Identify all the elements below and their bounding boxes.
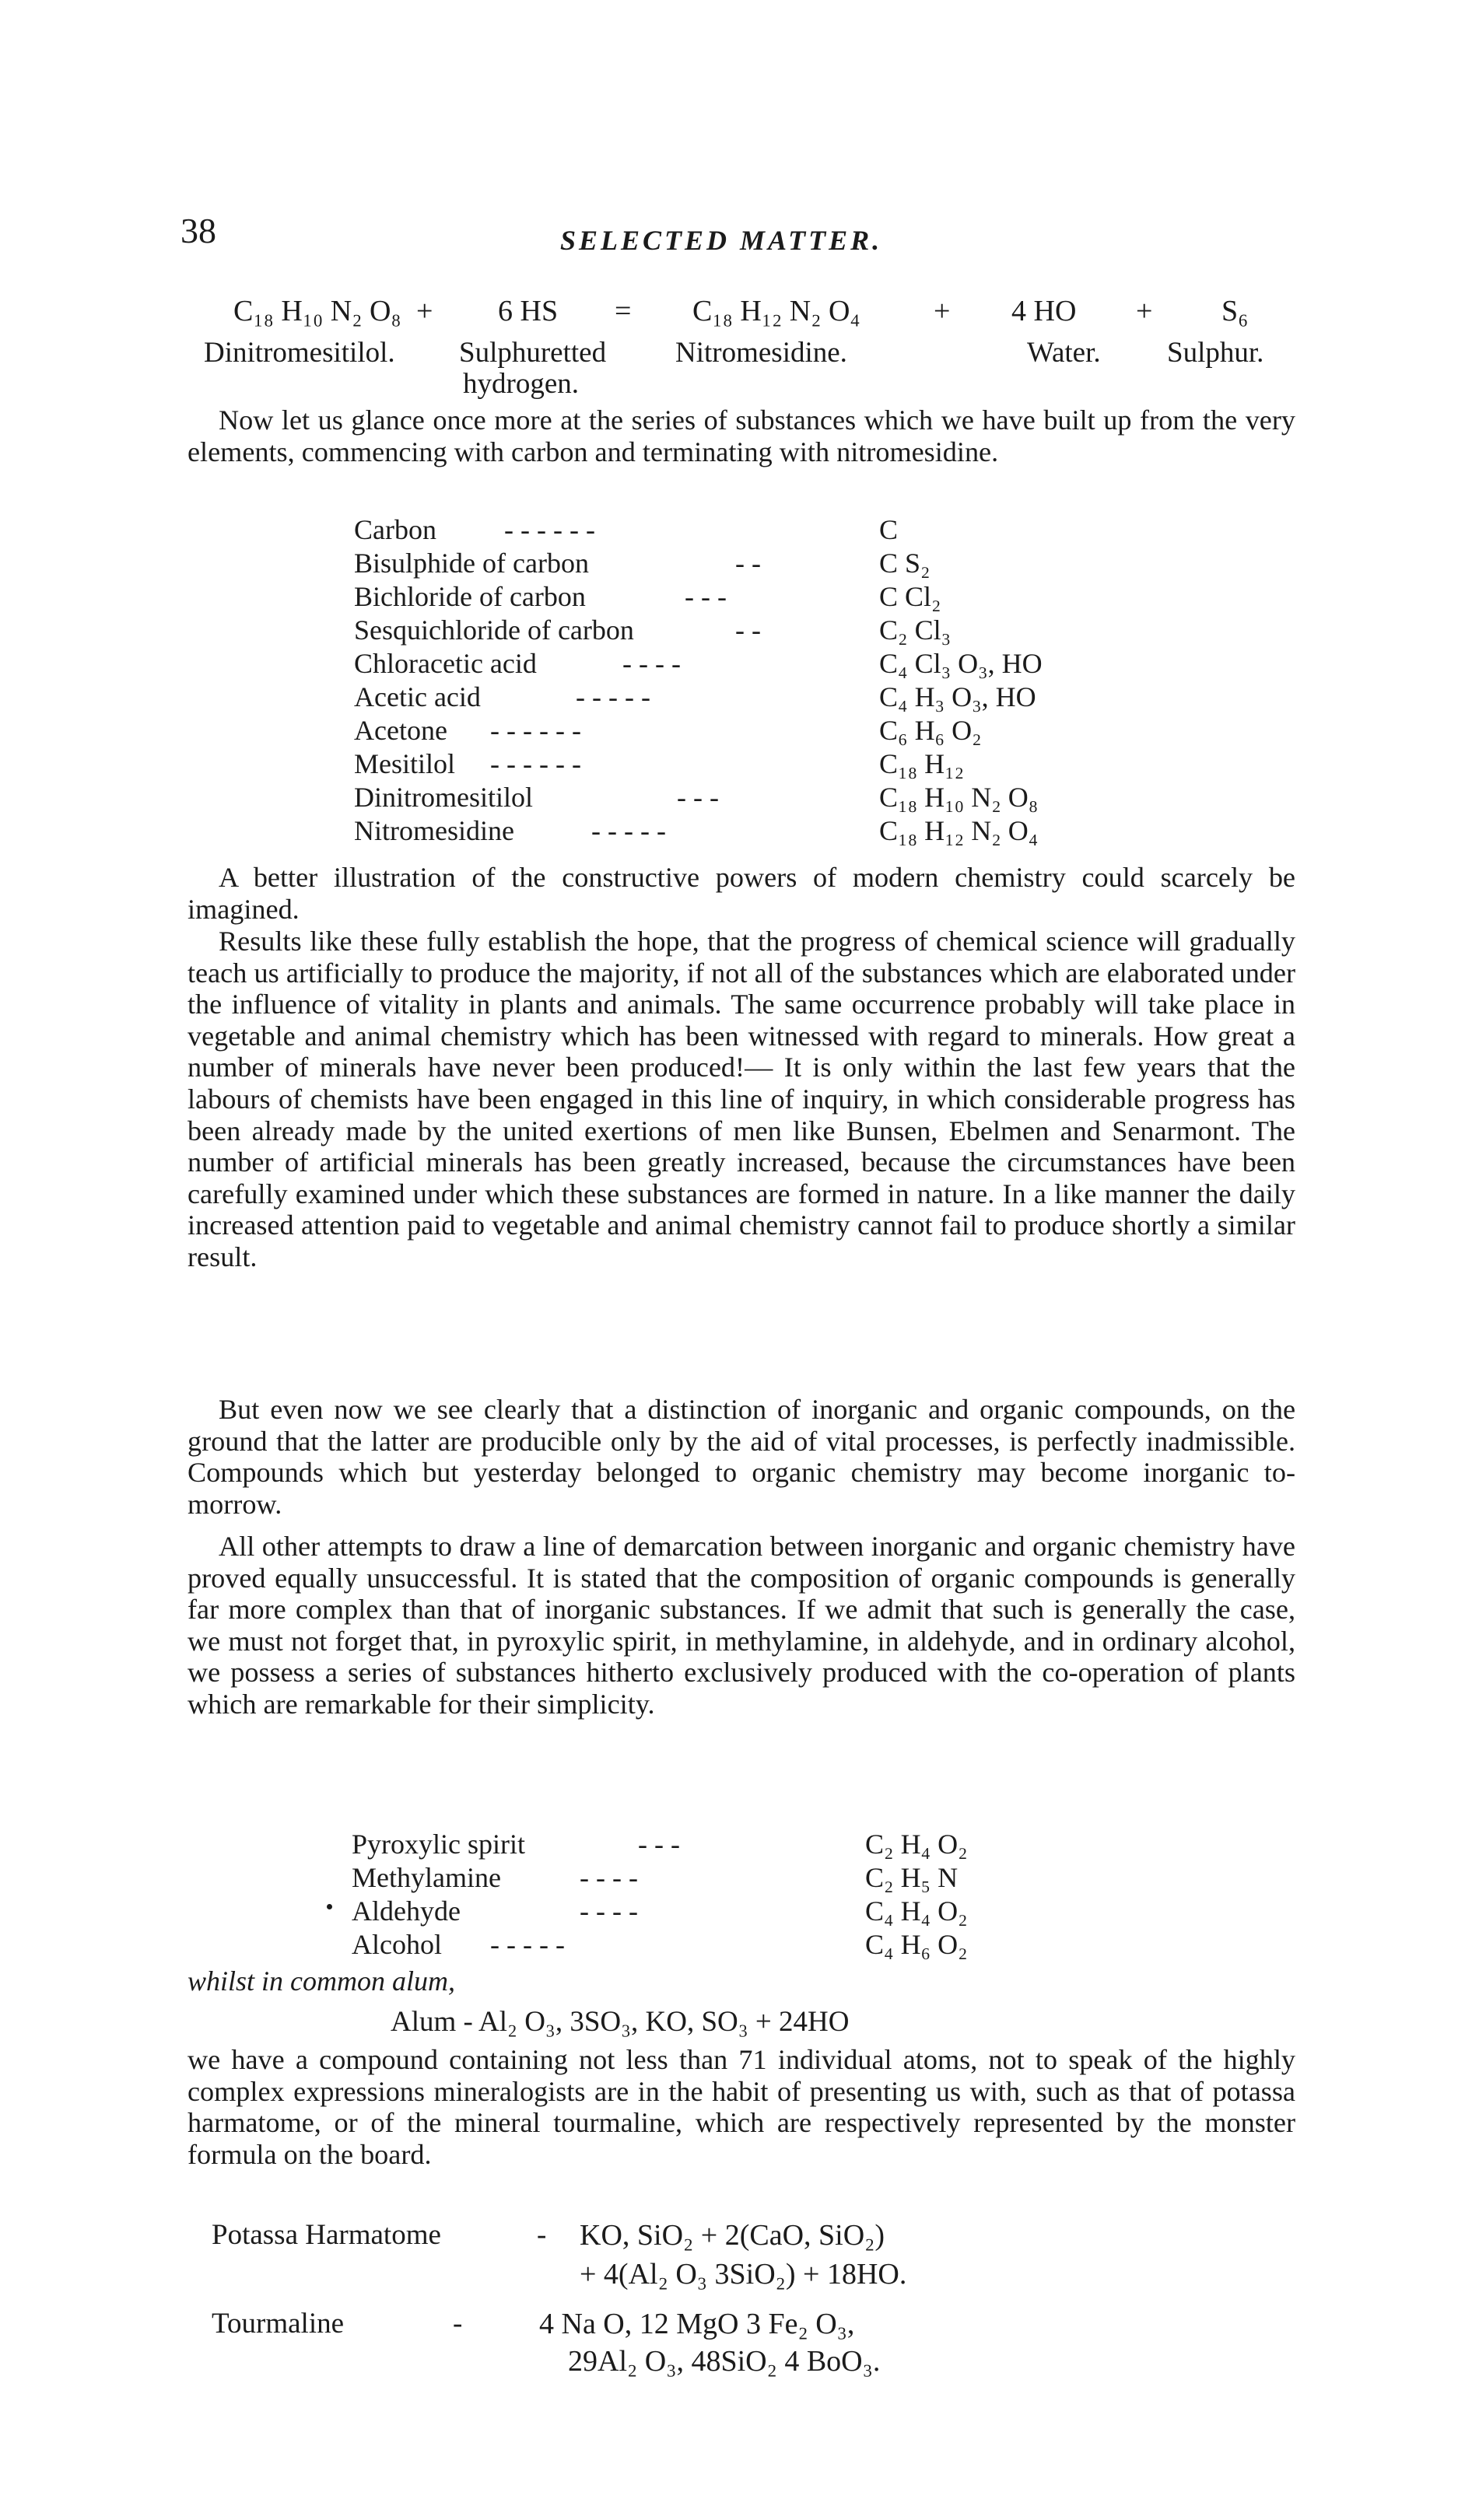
mineral-formula: 29Al₂ O₃, 48SiO₂ 4 BoO₃. xyxy=(568,2345,881,2378)
equation-term: C₁₈ H₁₀ N₂ O₈ xyxy=(233,295,401,327)
mineral-name: Tourmaline xyxy=(212,2308,345,2340)
paragraph xyxy=(188,2044,1295,2207)
leader-dashes: - - - - - xyxy=(490,1929,565,1960)
equation-label: Water. xyxy=(1027,337,1101,369)
compound-name: Sesquichloride of carbon xyxy=(354,614,634,646)
leader-dashes: - - - - - xyxy=(576,681,650,712)
leader-dashes: - - xyxy=(735,614,761,646)
compound-name: Bichloride of carbon xyxy=(354,581,586,612)
compound-formula: C₂ Cl₃ xyxy=(879,614,952,646)
paragraph-text: A better illustration of the constructive powers of modern chemistry could scarcely be imagined. xyxy=(188,862,1295,925)
equation-label: Sulphuretted xyxy=(459,337,607,369)
compound-name: Mesitilol xyxy=(354,748,456,779)
page-number: 38 xyxy=(180,211,216,250)
mineral-formula: KO, SiO₂ + 2(CaO, SiO₂) xyxy=(580,2219,885,2252)
paragraph-text: Results like these fully establish the hope, that the progress of chemical science will gradually teach us artificially to produce the majority, if not all of the substances which are elaborated under the influence of vitality in plants and animals. The same occurrence probably will take place in vegetable and animal chemistry which has been witnessed with regard to minerals. How great a number of minerals have never been produced!— It is only within the last few years that the labours of chemists have been engaged in this line of inquiry, in which considerable progress has been already made by the united exertions of men like Bunsen, Ebelmen and Senarmont. The number of artificial minerals has been greatly increased, because the circumstances have been carefully examined under which these substances are formed in nature. In a like manner the daily increased attention paid to vegetable and animal chemistry cannot fail to produce shortly a similar result. xyxy=(188,926,1295,1272)
equation-operator: + xyxy=(934,295,951,327)
compound-formula: C₂ H₄ O₂ xyxy=(865,1829,968,1860)
equation-label: Nitromesidine. xyxy=(675,337,847,369)
leader-dashes: - - - - xyxy=(580,1862,638,1893)
compound-name: Aldehyde xyxy=(352,1895,461,1927)
leader-dash: - xyxy=(453,2308,463,2340)
compound-formula: C₄ H₄ O₂ xyxy=(865,1895,968,1927)
compound-name: Chloracetic acid xyxy=(354,648,537,679)
leader-dashes: - - xyxy=(735,548,761,579)
equation-term: S₆ xyxy=(1221,295,1249,327)
compound-name: Dinitromesitilol xyxy=(354,782,533,813)
leader-dashes: - - - - xyxy=(622,648,681,679)
compound-formula: C₁₈ H₁₂ xyxy=(879,748,965,779)
compound-formula: C₆ H₆ O₂ xyxy=(879,715,982,746)
equation-term: 6 HS xyxy=(498,295,559,327)
equation-term: 4 HO xyxy=(1011,295,1077,327)
leader-dashes: - - - xyxy=(685,581,727,612)
paragraph-text: All other attempts to draw a line of demarcation between inorganic and organic chemistry have proved equally unsuccessful. It is stated that the composition of organic compounds is generally far more complex than that of inorganic substances. If we admit that such is generally the case, we must not forget that, in pyroxylic spirit, in methylamine, in aldehyde, and in ordinary alcohol, we possess a series of substances hitherto exclusively produced with the co-operation of plants which are remarkable for their simplicity. xyxy=(188,1531,1295,1720)
paragraph xyxy=(188,1531,1295,1818)
equation-label: Dinitromesitilol. xyxy=(204,337,395,369)
leader-dashes: - - - - - xyxy=(591,815,666,846)
paragraph xyxy=(188,404,1295,501)
leader-dashes: - - - - xyxy=(580,1895,638,1927)
alum-formula: Alum - Al₂ O₃, 3SO₃, KO, SO₃ + 24HO xyxy=(391,2006,850,2038)
equation-label: Sulphur. xyxy=(1167,337,1264,369)
compound-name: Alcohol xyxy=(352,1929,442,1960)
paragraph-text: Now let us glance once more at the series of substances which we have built up from the very elements, commencing with carbon and terminating with nitromesidine. xyxy=(188,404,1295,467)
compound-name: Acetone xyxy=(354,715,447,746)
mineral-formula: + 4(Al₂ O₃ 3SiO₂) + 18HO. xyxy=(580,2258,907,2291)
leader-dashes: - - - xyxy=(677,782,719,813)
intro-line: whilst in common alum, xyxy=(188,1965,456,1997)
compound-name: Bisulphide of carbon xyxy=(354,548,589,579)
equation-label: hydrogen. xyxy=(463,368,579,400)
paragraph-text: But even now we see clearly that a distinction of inorganic and organic compounds, on the ground that the latter are producible only by the aid of vital processes, is perfectly inadmissible. Compounds which but yesterday belonged to organic chemistry may become inorganic to-morrow. xyxy=(188,1394,1295,1520)
paragraph xyxy=(188,926,1295,1375)
paragraph-text: we have a compound containing not less than 71 individual atoms, not to speak of the highly complex expressions mineralogists are in the habit of presenting us with, such as that of potassa harmatome, or of the mineral tourmaline, which are respectively represented by the monster formula on the board. xyxy=(188,2044,1295,2170)
compound-name: Acetic acid xyxy=(354,681,481,712)
running-head: SELECTED MATTER. xyxy=(560,225,883,256)
leader-dashes: - - - - - - xyxy=(504,514,595,545)
leader-dashes: - - - - - - xyxy=(490,748,581,779)
compound-formula: C₁₈ H₁₀ N₂ O₈ xyxy=(879,782,1039,813)
equation-operator: + xyxy=(1136,295,1153,327)
compound-formula: C₁₈ H₁₂ N₂ O₄ xyxy=(879,815,1039,846)
paragraph xyxy=(188,1394,1295,1521)
mineral-name: Potassa Harmatome xyxy=(212,2219,441,2251)
leader-dash: - xyxy=(537,2219,547,2251)
compound-name: Methylamine xyxy=(352,1862,501,1893)
compound-name: Nitromesidine xyxy=(354,815,514,846)
compound-formula: C Cl₂ xyxy=(879,581,941,612)
compound-name: Carbon xyxy=(354,514,436,545)
leader-dashes: - - - xyxy=(638,1829,680,1860)
compound-name: Pyroxylic spirit xyxy=(352,1829,525,1860)
compound-formula: C S₂ xyxy=(879,548,931,579)
compound-formula: C₂ H₅ N xyxy=(865,1862,959,1893)
compound-formula: C xyxy=(879,514,899,545)
equation-operator: = xyxy=(615,295,632,327)
compound-formula: C₄ Cl₃ O₃, HO xyxy=(879,648,1043,679)
compound-formula: C₄ H₆ O₂ xyxy=(865,1929,968,1960)
leader-dashes: - - - - - - xyxy=(490,715,581,746)
margin-dot xyxy=(327,1904,332,1909)
mineral-formula: 4 Na O, 12 MgO 3 Fe₂ O₃, xyxy=(539,2308,855,2340)
compound-formula: C₄ H₃ O₃, HO xyxy=(879,681,1036,712)
equation-term: C₁₈ H₁₂ N₂ O₄ xyxy=(692,295,860,327)
equation-operator: + xyxy=(416,295,433,327)
paragraph xyxy=(188,862,1295,926)
